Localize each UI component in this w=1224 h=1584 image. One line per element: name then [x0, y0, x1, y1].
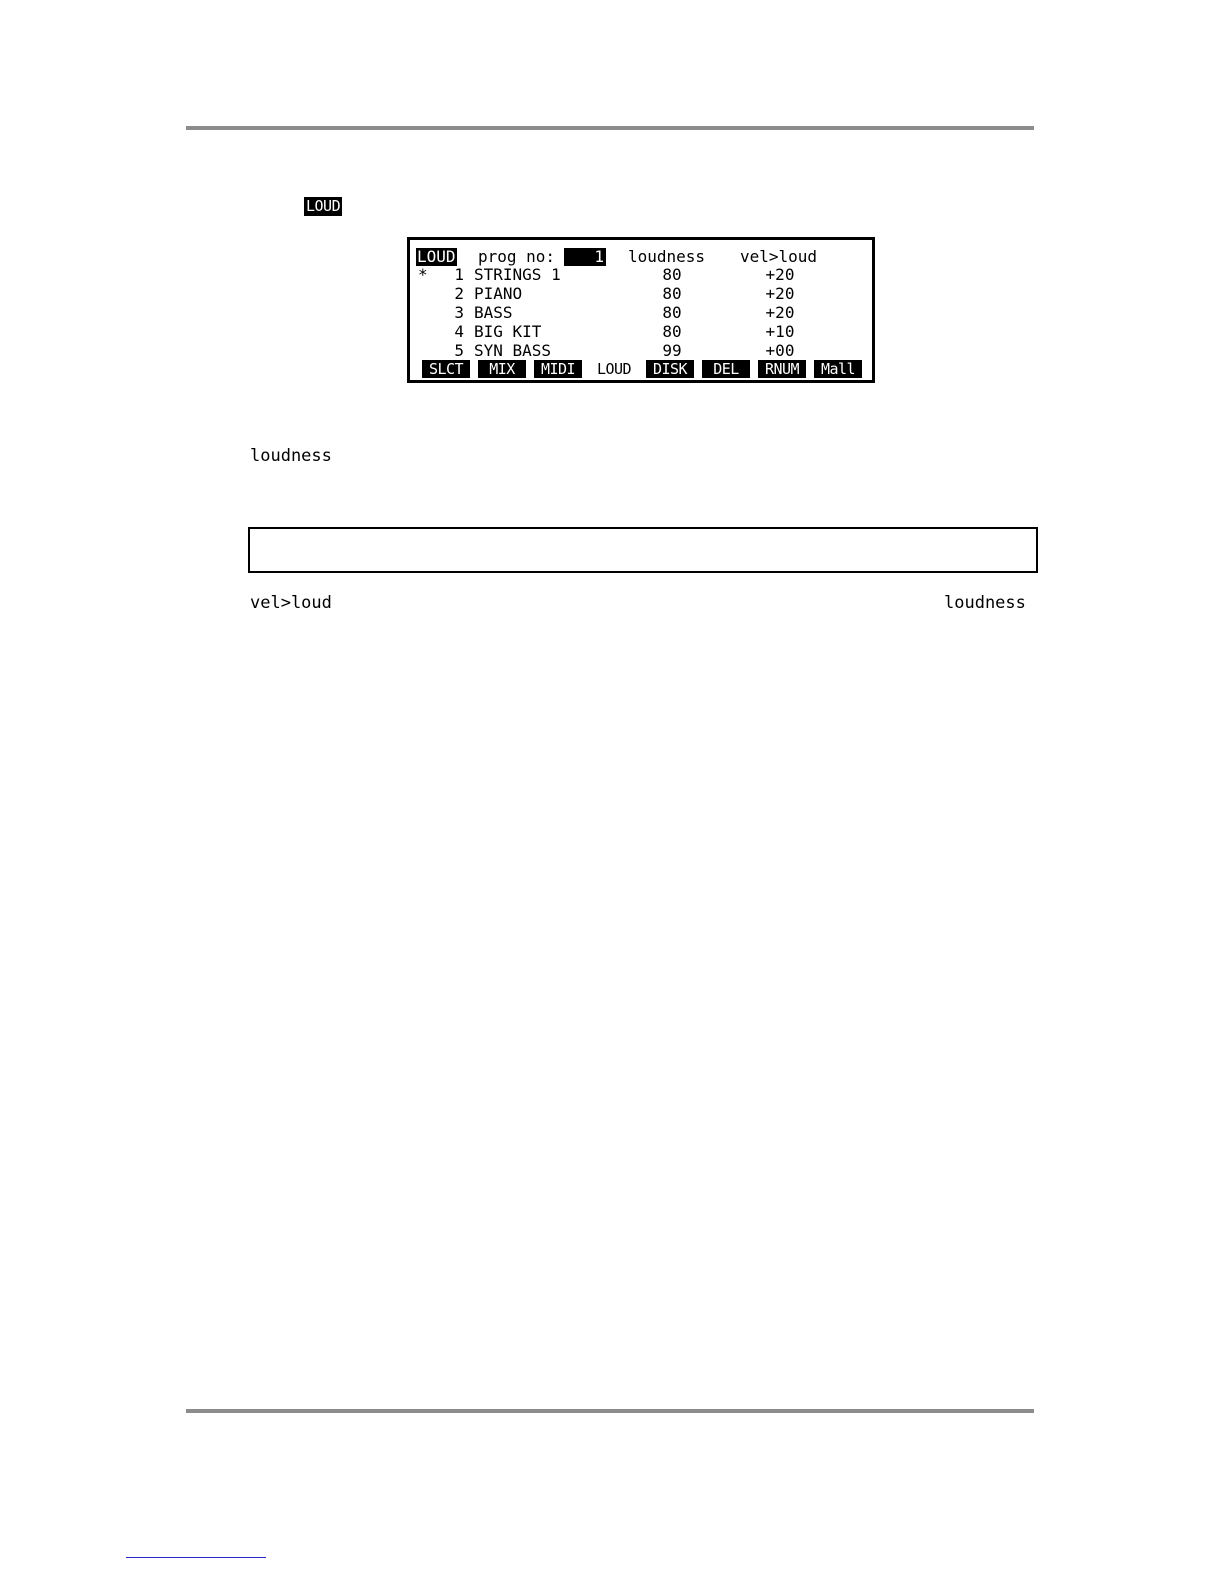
loud-page-chip: LOUD [306, 197, 341, 215]
program-row[interactable] [410, 342, 872, 360]
program-row[interactable] [410, 304, 872, 322]
program-number: 2 [454, 284, 464, 303]
softkey-del[interactable]: DEL [702, 360, 750, 378]
selected-marker: * [418, 265, 428, 284]
prog-no-field[interactable]: 1 [564, 248, 606, 266]
program-name: STRINGS 1 [474, 265, 561, 284]
vel-loud-value[interactable]: +20 [765, 303, 795, 322]
vel-loud-term: vel>loud [250, 593, 332, 613]
softkey-loud[interactable]: LOUD [596, 360, 632, 378]
loudness-value[interactable]: 80 [662, 284, 682, 303]
softkey-slct[interactable]: SLCT [422, 360, 470, 378]
loudness-term: loudness [250, 446, 332, 466]
prog-no-label: prog no: [478, 247, 556, 266]
softkey-bar [422, 360, 868, 378]
loudness-value[interactable]: 99 [662, 341, 682, 360]
lcd-screen [407, 237, 875, 383]
program-number: 5 [454, 341, 464, 360]
softkey-midi[interactable]: MIDI [534, 360, 582, 378]
vel-loud-value[interactable]: +20 [765, 284, 795, 303]
program-number: 3 [454, 303, 464, 322]
loudness-value[interactable]: 80 [662, 322, 682, 341]
program-number: 1 [454, 265, 464, 284]
program-row[interactable] [410, 266, 872, 284]
program-number: 4 [454, 322, 464, 341]
vel-loud-column-header: vel>loud [740, 247, 818, 266]
loudness-value[interactable]: 80 [662, 303, 682, 322]
program-row[interactable] [410, 323, 872, 341]
program-name: PIANO [474, 284, 523, 303]
program-row[interactable] [410, 285, 872, 303]
header-rule [186, 126, 1034, 130]
program-name: BASS [474, 303, 513, 322]
vel-loud-value[interactable]: +10 [765, 322, 795, 341]
program-name: SYN BASS [474, 341, 552, 360]
loudness-value[interactable]: 80 [662, 265, 682, 284]
program-name: BIG KIT [474, 322, 542, 341]
footer-link-underline[interactable] [126, 1557, 266, 1558]
softkey-rnum[interactable]: RNUM [758, 360, 806, 378]
footer-rule [186, 1409, 1034, 1413]
softkey-disk[interactable]: DISK [646, 360, 694, 378]
loudness-column-header: loudness [628, 247, 706, 266]
softkey-mall[interactable]: Mall [814, 360, 862, 378]
vel-loud-value[interactable]: +00 [765, 341, 795, 360]
note-box [248, 527, 1038, 573]
loudness-term-right: loudness [944, 593, 1026, 613]
vel-loud-value[interactable]: +20 [765, 265, 795, 284]
lcd-page-tag: LOUD [417, 247, 456, 266]
softkey-mix[interactable]: MIX [478, 360, 526, 378]
